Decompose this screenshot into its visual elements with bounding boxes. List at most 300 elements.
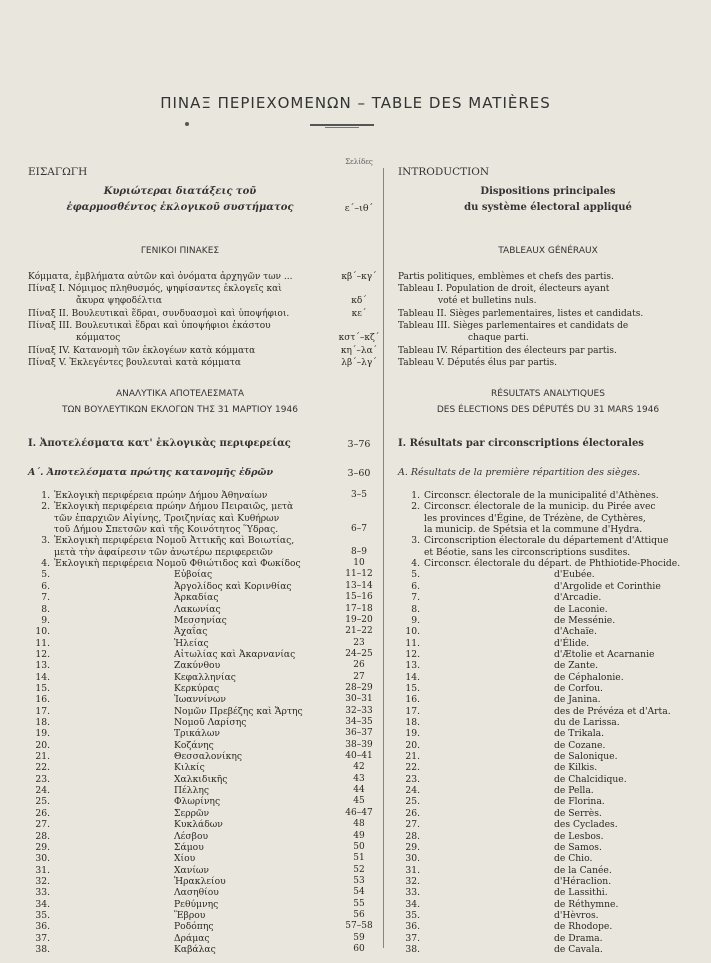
entry-number-fr: 13. [405, 660, 420, 671]
entry-number-fr: 12. [405, 649, 420, 660]
entry-text-gr: Εὐβοίας [174, 569, 213, 580]
entry-fr [398, 672, 698, 683]
entry-text-fr: des de Prévéza et d'Arta. [554, 706, 671, 717]
general-line-pages: κη´–λα´ [340, 346, 378, 356]
entry-text-fr: de Cavala. [554, 944, 603, 955]
entry-text-gr: Ἀργολίδος καὶ Κορινθίας [174, 581, 292, 592]
entry-number: 35. [35, 910, 50, 921]
entry-fr [398, 762, 698, 773]
entry-pages: 56 [353, 910, 365, 920]
general-line-gr: Πίναξ III. Βουλευτικαὶ ἕδραι καὶ ὑποψήφιοι ἑκάστου [28, 321, 271, 331]
entry-text-fr: d'Ætolie et Acarnanie [554, 649, 655, 660]
entry-number: 1. [41, 490, 50, 501]
general-line-fr: Tableau III. Sièges parlementaires et candidats de [398, 321, 629, 331]
entry-text-fr: de Salonique. [554, 751, 618, 762]
entry-gr [28, 581, 332, 592]
intro-sub2-gr: ἐφαρμοσθέντος ἐκλογικοῦ συστήματος [66, 202, 294, 213]
entry-text-fr: de Kilkis. [554, 762, 598, 773]
entry-pages: 24–25 [345, 649, 373, 659]
entry-text-fr: de Réthymne. [554, 899, 619, 910]
entry-text-gr: Κιλκίς [174, 762, 205, 773]
entry-fr [398, 819, 698, 830]
entry-text-fr: de Drama. [554, 933, 603, 944]
entry-pages: 8–9 [351, 547, 367, 557]
entry-number-fr: 38. [405, 944, 420, 955]
entry-text-fr: des Cyclades. [554, 819, 618, 830]
entry-pages: 27 [353, 672, 365, 682]
entry-number-fr: 2. [411, 501, 420, 512]
entry-pages: 26 [353, 660, 365, 670]
entry-fr [398, 740, 698, 751]
entry-number-fr: 15. [405, 683, 420, 694]
entry-number: 18. [35, 717, 50, 728]
general-heading-gr: ΓΕΝΙΚΟΙ ΠΙΝΑΚΕΣ [140, 246, 220, 256]
entry-text-gr: Ζακύνθου [174, 660, 221, 671]
entry-fr [398, 513, 698, 524]
entry-fr [398, 785, 698, 796]
entry-pages: 28–29 [345, 683, 373, 693]
entry-text-fr: d'Eubée. [554, 569, 595, 580]
entry-text-gr: Κερκύρας [174, 683, 220, 694]
entry-fr [398, 604, 698, 615]
entry-text-fr: de la Canée. [554, 865, 612, 876]
entry-number: 31. [35, 865, 50, 876]
results-heading1-fr: RÉSULTATS ANALYTIQUES [491, 389, 605, 399]
entry-fr [398, 728, 698, 739]
entry-number-fr: 16. [405, 694, 420, 705]
entry-number: 10. [35, 626, 50, 637]
entry-text-fr: de Zante. [554, 660, 599, 671]
entry-number-fr: 23. [405, 774, 420, 785]
entry-number-fr: 1. [411, 490, 420, 501]
entry-number-fr: 34. [405, 899, 420, 910]
entry-gr [28, 626, 332, 637]
entry-number-fr: 26. [405, 808, 420, 819]
entry-fr [398, 853, 698, 864]
entry-number: 19. [35, 728, 50, 739]
entry-text-gr: Ἐκλογικὴ περιφέρεια πρώην Δήμου Ἀθηναίων [54, 490, 268, 501]
entry-pages: 59 [353, 933, 365, 943]
entry-text-fr: de Janina. [554, 694, 601, 705]
column-divider [383, 168, 384, 948]
entry-text-gr: Κυκλάδων [174, 819, 223, 830]
results-heading2-gr: ΤΩΝ ΒΟΥΛΕΥΤΙΚΩΝ ΕΚΛΟΓΩΝ ΤΗΣ 31 ΜΑΡΤΙΟΥ 1946 [62, 405, 298, 415]
entry-pages: 52 [353, 865, 365, 875]
entry-fr [398, 706, 698, 717]
section-heading-fr: I. Résultats par circonscriptions électorales [398, 438, 644, 449]
entry-fr [398, 831, 698, 842]
entry-text-fr: de Rhodope. [554, 921, 613, 932]
entry-text-gr: Φλωρίνης [174, 796, 221, 807]
entry-number: 13. [35, 660, 50, 671]
entry-pages: 43 [353, 774, 365, 784]
entry-number-fr: 24. [405, 785, 420, 796]
entry-gr [28, 615, 332, 626]
entry-fr [398, 615, 698, 626]
entry-pages: 10 [353, 558, 365, 568]
entry-pages: 19–20 [345, 615, 373, 625]
entry-fr [398, 660, 698, 671]
entry-fr [398, 933, 698, 944]
entry-text-gr: Λασηθίου [174, 887, 219, 898]
entry-fr [398, 865, 698, 876]
entry-number-fr: 7. [411, 592, 420, 603]
entry-number-fr: 5. [411, 569, 420, 580]
entry-text-fr: de Samos. [554, 842, 602, 853]
entry-pages: 11–12 [345, 569, 373, 579]
intro-sub1-gr: Κυριώτεραι διατάξεις τοῦ [103, 186, 257, 197]
entry-gr [28, 569, 332, 580]
entry-number: 2. [41, 501, 50, 512]
entry-number: 24. [35, 785, 50, 796]
entry-text-gr: Μεσσηνίας [174, 615, 227, 626]
entry-number-fr: 4. [411, 558, 420, 569]
entry-gr [28, 706, 332, 717]
entry-pages: 45 [353, 796, 365, 806]
entry-pages: 34–35 [345, 717, 373, 727]
entry-text-gr: Αἰτωλίας καὶ Ἀκαρνανίας [174, 649, 296, 660]
entry-number-fr: 18. [405, 717, 420, 728]
entry-gr [28, 933, 332, 944]
entry-number: 6. [41, 581, 50, 592]
general-line-gr: ἄκυρα ψηφοδέλτια [76, 296, 162, 306]
entry-fr [398, 581, 698, 592]
general-line-fr: Tableau V. Députés élus par partis. [398, 358, 558, 368]
entry-gr [28, 921, 332, 932]
intro-pages: ε´–ιθ´ [344, 203, 374, 214]
entry-gr [28, 831, 332, 842]
entry-pages: 50 [353, 842, 365, 852]
entry-pages: 49 [353, 831, 365, 841]
entry-gr [28, 751, 332, 762]
entry-number-fr: 30. [405, 853, 420, 864]
entry-fr [398, 547, 698, 558]
entry-gr [28, 944, 332, 955]
entry-fr [398, 490, 698, 501]
entry-fr [398, 638, 698, 649]
entry-text-gr: Ἡρακλείου [174, 876, 226, 887]
entry-fr [398, 808, 698, 819]
entry-text-gr: Σάμου [174, 842, 204, 853]
general-line-pages: κδ´ [351, 296, 367, 306]
general-line-gr: Κόμματα, ἐμβλήματα αὐτῶν καὶ ὀνόματα ἀρχηγῶν των ... [28, 272, 293, 282]
entry-gr [28, 853, 332, 864]
entry-number-fr: 33. [405, 887, 420, 898]
entry-pages: 54 [353, 887, 365, 897]
entry-gr [28, 842, 332, 853]
entry-text-gr: Ἠλείας [174, 638, 209, 649]
entry-text-gr: Ἀρκαδίας [174, 592, 219, 603]
entry-number-fr: 17. [405, 706, 420, 717]
entry-text-fr: de Lesbos. [554, 831, 604, 842]
entry-text-gr: Λέσβου [174, 831, 209, 842]
entry-pages: 48 [353, 819, 365, 829]
entry-number-fr: 3. [411, 535, 420, 546]
entry-gr [28, 774, 332, 785]
entry-gr [28, 547, 332, 558]
entry-pages: 15–16 [345, 592, 373, 602]
entry-text-fr: de Serrès. [554, 808, 602, 819]
entry-text-gr: Νομοῦ Λαρίσης [174, 717, 247, 728]
entry-fr [398, 717, 698, 728]
entry-number: 25. [35, 796, 50, 807]
entry-pages: 51 [353, 853, 365, 863]
entry-gr [28, 558, 332, 569]
entry-text-fr: d'Héraclion. [554, 876, 612, 887]
entry-pages: 32–33 [345, 706, 373, 716]
entry-number: 36. [35, 921, 50, 932]
entry-text-fr: de Lassithi. [554, 887, 608, 898]
entry-text-fr: d'Élide. [554, 638, 590, 649]
entry-number: 4. [41, 558, 50, 569]
entry-text-gr: Λακωνίας [174, 604, 221, 615]
general-line-gr: Πίναξ II. Βουλευτικαὶ ἕδραι, συνδυασμοὶ καὶ ὑποψήφιοι. [28, 309, 290, 319]
general-line-gr: Πίναξ IV. Κατανομὴ τῶν ἐκλογέων κατὰ κόμματα [28, 346, 256, 356]
entry-fr [398, 592, 698, 603]
entry-text-fr: Circonscr. électorale de la municipalité d'Athènes. [424, 490, 659, 501]
entry-pages: 13–14 [345, 581, 373, 591]
entry-number: 15. [35, 683, 50, 694]
entry-text-fr: et Béotie, sans les circonscriptions susdites. [424, 547, 631, 558]
entry-number: 26. [35, 808, 50, 819]
entry-gr [28, 524, 332, 535]
section-pages: 3–76 [347, 439, 371, 450]
entry-fr [398, 569, 698, 580]
ornament-rule-small [325, 127, 359, 128]
entry-text-gr: μετὰ τὴν ἀφαίρεσιν τῶν ἀνωτέρω περιφερειῶν [54, 547, 273, 558]
entry-number-fr: 14. [405, 672, 420, 683]
general-line-fr: Tableau I. Population de droit, électeurs ayant [398, 284, 610, 294]
general-line-fr: voté et bulletins nuls. [438, 296, 537, 306]
entry-fr [398, 649, 698, 660]
ornament-dot [185, 122, 189, 126]
entry-text-gr: Κοζάνης [174, 740, 214, 751]
section-heading-gr: I. Ἀποτελέσματα κατ' ἐκλογικὰς περιφερείας [28, 438, 291, 449]
entry-fr [398, 876, 698, 887]
entry-number-fr: 9. [411, 615, 420, 626]
entry-number: 29. [35, 842, 50, 853]
general-line-pages: κε´ [351, 309, 367, 319]
entry-text-gr: Κεφαλληνίας [174, 672, 236, 683]
entry-number-fr: 10. [405, 626, 420, 637]
intro-sub2-fr: du système électoral appliqué [464, 202, 632, 213]
entry-number: 28. [35, 831, 50, 842]
entry-number-fr: 32. [405, 876, 420, 887]
entry-number-fr: 20. [405, 740, 420, 751]
entry-text-gr: Νομῶν Πρεβέζης καὶ Ἄρτης [174, 706, 303, 717]
entry-number: 3. [41, 535, 50, 546]
subsection-heading-fr: A. Résultats de la première répartition des sièges. [398, 467, 641, 478]
general-line-gr: Πίναξ I. Νόμιμος πληθυσμός, ψηφίσαντες ἐκλογεῖς καὶ [28, 284, 282, 294]
entry-number: 12. [35, 649, 50, 660]
entry-text-fr: de Laconie. [554, 604, 608, 615]
entry-text-fr: de Chio. [554, 853, 593, 864]
entry-number: 14. [35, 672, 50, 683]
entry-text-gr: Τρικάλων [174, 728, 220, 739]
entry-number: 32. [35, 876, 50, 887]
entry-gr [28, 865, 332, 876]
entry-gr [28, 604, 332, 615]
entry-gr [28, 672, 332, 683]
entry-pages: 60 [353, 944, 365, 954]
entry-number: 38. [35, 944, 50, 955]
entry-text-fr: de Messénie. [554, 615, 616, 626]
entry-pages: 55 [353, 899, 365, 909]
entry-number-fr: 28. [405, 831, 420, 842]
entry-text-fr: les provinces d'Égine, de Trézène, de Cythères, [424, 513, 646, 524]
entry-pages: 46–47 [345, 808, 373, 818]
intro-heading-fr: INTRODUCTION [398, 166, 490, 178]
entry-text-gr: Πέλλης [174, 785, 210, 796]
entry-gr [28, 796, 332, 807]
general-line-pages: λβ´–λγ´ [341, 358, 377, 368]
subsection-pages: 3–60 [347, 468, 371, 479]
entry-text-gr: τοῦ Δήμου Σπετσῶν καὶ τῆς Κοινότητος Ὕδρας. [54, 524, 279, 535]
entry-fr [398, 774, 698, 785]
entry-pages: 36–37 [345, 728, 373, 738]
entry-gr [28, 660, 332, 671]
entry-number: 5. [41, 569, 50, 580]
entry-gr [28, 808, 332, 819]
entry-fr [398, 694, 698, 705]
entry-pages: 3–5 [351, 490, 367, 500]
entry-text-gr: Χαλκιδικῆς [174, 774, 228, 785]
general-heading-fr: TABLEAUX GÉNÉRAUX [498, 246, 598, 256]
entry-text-fr: d'Hèvros. [554, 910, 599, 921]
general-line-pages: κβ´–κγ´ [341, 272, 377, 282]
entry-text-gr: Ἰωαννίνων [174, 694, 226, 705]
general-line-gr: κόμματος [76, 333, 121, 343]
entry-number-fr: 35. [405, 910, 420, 921]
entry-text-gr: Δράμας [174, 933, 210, 944]
entry-text-fr: de Trikala. [554, 728, 605, 739]
entry-number: 37. [35, 933, 50, 944]
entry-text-gr: Ἀχαΐας [174, 626, 208, 637]
entry-number-fr: 21. [405, 751, 420, 762]
entry-pages: 17–18 [345, 604, 373, 614]
entry-fr [398, 899, 698, 910]
entry-gr [28, 501, 332, 512]
entry-number: 8. [41, 604, 50, 615]
entry-text-fr: Circonscr. électorale du départ. de Phthiotide-Phocide. [424, 558, 681, 569]
entry-text-fr: de Chalcidique. [554, 774, 627, 785]
entry-number-fr: 31. [405, 865, 420, 876]
entry-number-fr: 29. [405, 842, 420, 853]
entry-fr [398, 751, 698, 762]
general-line-fr: Partis politiques, emblèmes et chefs des partis. [398, 272, 614, 282]
entry-number-fr: 27. [405, 819, 420, 830]
entry-number: 33. [35, 887, 50, 898]
results-heading1-gr: ΑΝΑΛΥΤΙΚΑ ΑΠΟΤΕΛΕΣΜΑΤΑ [115, 389, 245, 399]
entry-text-gr: τῶν ἐπαρχιῶν Αἰγίνης, Τροιζηνίας καὶ Κυθήρων [54, 513, 280, 524]
entry-gr [28, 762, 332, 773]
entry-text-fr: la municip. de Spétsia et la commune d'Hydra. [424, 524, 643, 535]
entry-gr [28, 728, 332, 739]
entry-pages: 40–41 [345, 751, 373, 761]
entry-pages: 53 [353, 876, 365, 886]
entry-gr [28, 694, 332, 705]
entry-gr [28, 717, 332, 728]
entry-text-gr: Ἐκλογικὴ περιφέρεια Νομοῦ Ἀττικῆς καὶ Βοιωτίας, [54, 535, 295, 546]
entry-number: 27. [35, 819, 50, 830]
general-line-gr: Πίναξ V. Ἐκλεγέντες βουλευταὶ κατὰ κόμματα [28, 358, 241, 368]
entry-text-fr: de Cozane. [554, 740, 606, 751]
entry-text-fr: de Corfou. [554, 683, 603, 694]
entry-number-fr: 6. [411, 581, 420, 592]
entry-gr [28, 490, 332, 501]
entry-gr [28, 592, 332, 603]
page-title: ΠΙΝΑΞ ΠΕΡΙΕΧΟΜΕΝΩΝ – TABLE DES MATIÈRES [160, 94, 551, 112]
intro-heading-gr: ΕΙΣΑΓΩΓΗ [28, 166, 88, 178]
entry-number: 20. [35, 740, 50, 751]
entry-pages: 57–58 [345, 921, 373, 931]
entry-fr [398, 910, 698, 921]
entry-number-fr: 25. [405, 796, 420, 807]
entry-gr [28, 819, 332, 830]
entry-number-fr: 22. [405, 762, 420, 773]
general-line-fr: Tableau II. Sièges parlementaires, listes et candidats. [398, 309, 644, 319]
entry-gr [28, 740, 332, 751]
entry-text-fr: d'Achaïe. [554, 626, 597, 637]
entry-text-fr: de Pella. [554, 785, 594, 796]
entry-text-gr: Ρεθύμνης [174, 899, 219, 910]
entry-fr [398, 501, 698, 512]
entry-gr [28, 910, 332, 921]
entry-gr [28, 887, 332, 898]
entry-number: 22. [35, 762, 50, 773]
entry-gr [28, 649, 332, 660]
entry-pages: 38–39 [345, 740, 373, 750]
entry-text-gr: Ἐκλογικὴ περιφέρεια πρώην Δήμου Πειραιῶς, μετὰ [54, 501, 294, 512]
entry-gr [28, 513, 332, 524]
entry-text-fr: de Céphalonie. [554, 672, 624, 683]
entry-gr [28, 638, 332, 649]
general-line-fr: Tableau IV. Répartition des électeurs par partis. [398, 346, 617, 356]
entry-gr [28, 683, 332, 694]
entry-gr [28, 876, 332, 887]
entry-text-fr: d'Arcadie. [554, 592, 602, 603]
page-column-header: Σελίδες [345, 158, 373, 166]
entry-number: 30. [35, 853, 50, 864]
entry-pages: 21–22 [345, 626, 373, 636]
entry-number: 34. [35, 899, 50, 910]
entry-text-gr: Χίου [174, 853, 196, 864]
entry-pages: 44 [353, 785, 365, 795]
entry-text-gr: Σερρῶν [174, 808, 210, 819]
entry-number: 16. [35, 694, 50, 705]
entry-text-gr: Καβάλας [174, 944, 216, 955]
entry-pages: 23 [353, 638, 365, 648]
entry-number-fr: 19. [405, 728, 420, 739]
entry-number: 23. [35, 774, 50, 785]
results-heading2-fr: DES ÉLECTIONS DES DÉPUTÉS DU 31 MARS 1946 [436, 405, 660, 415]
entry-text-gr: Ἕβρου [174, 910, 206, 921]
entry-number: 11. [35, 638, 50, 649]
entry-pages: 6–7 [351, 524, 367, 534]
entry-number-fr: 36. [405, 921, 420, 932]
entry-gr [28, 899, 332, 910]
entry-fr [398, 535, 698, 546]
entry-text-gr: Ροδόπης [174, 921, 214, 932]
intro-sub1-fr: Dispositions principales [480, 186, 616, 197]
entry-number-fr: 11. [405, 638, 420, 649]
entry-fr [398, 944, 698, 955]
entry-fr [398, 796, 698, 807]
entry-number: 17. [35, 706, 50, 717]
general-line-pages: κστ´–κζ´ [338, 333, 380, 343]
entry-text-gr: Θεσσαλονίκης [174, 751, 242, 762]
entry-text-gr: Χανίων [174, 865, 210, 876]
